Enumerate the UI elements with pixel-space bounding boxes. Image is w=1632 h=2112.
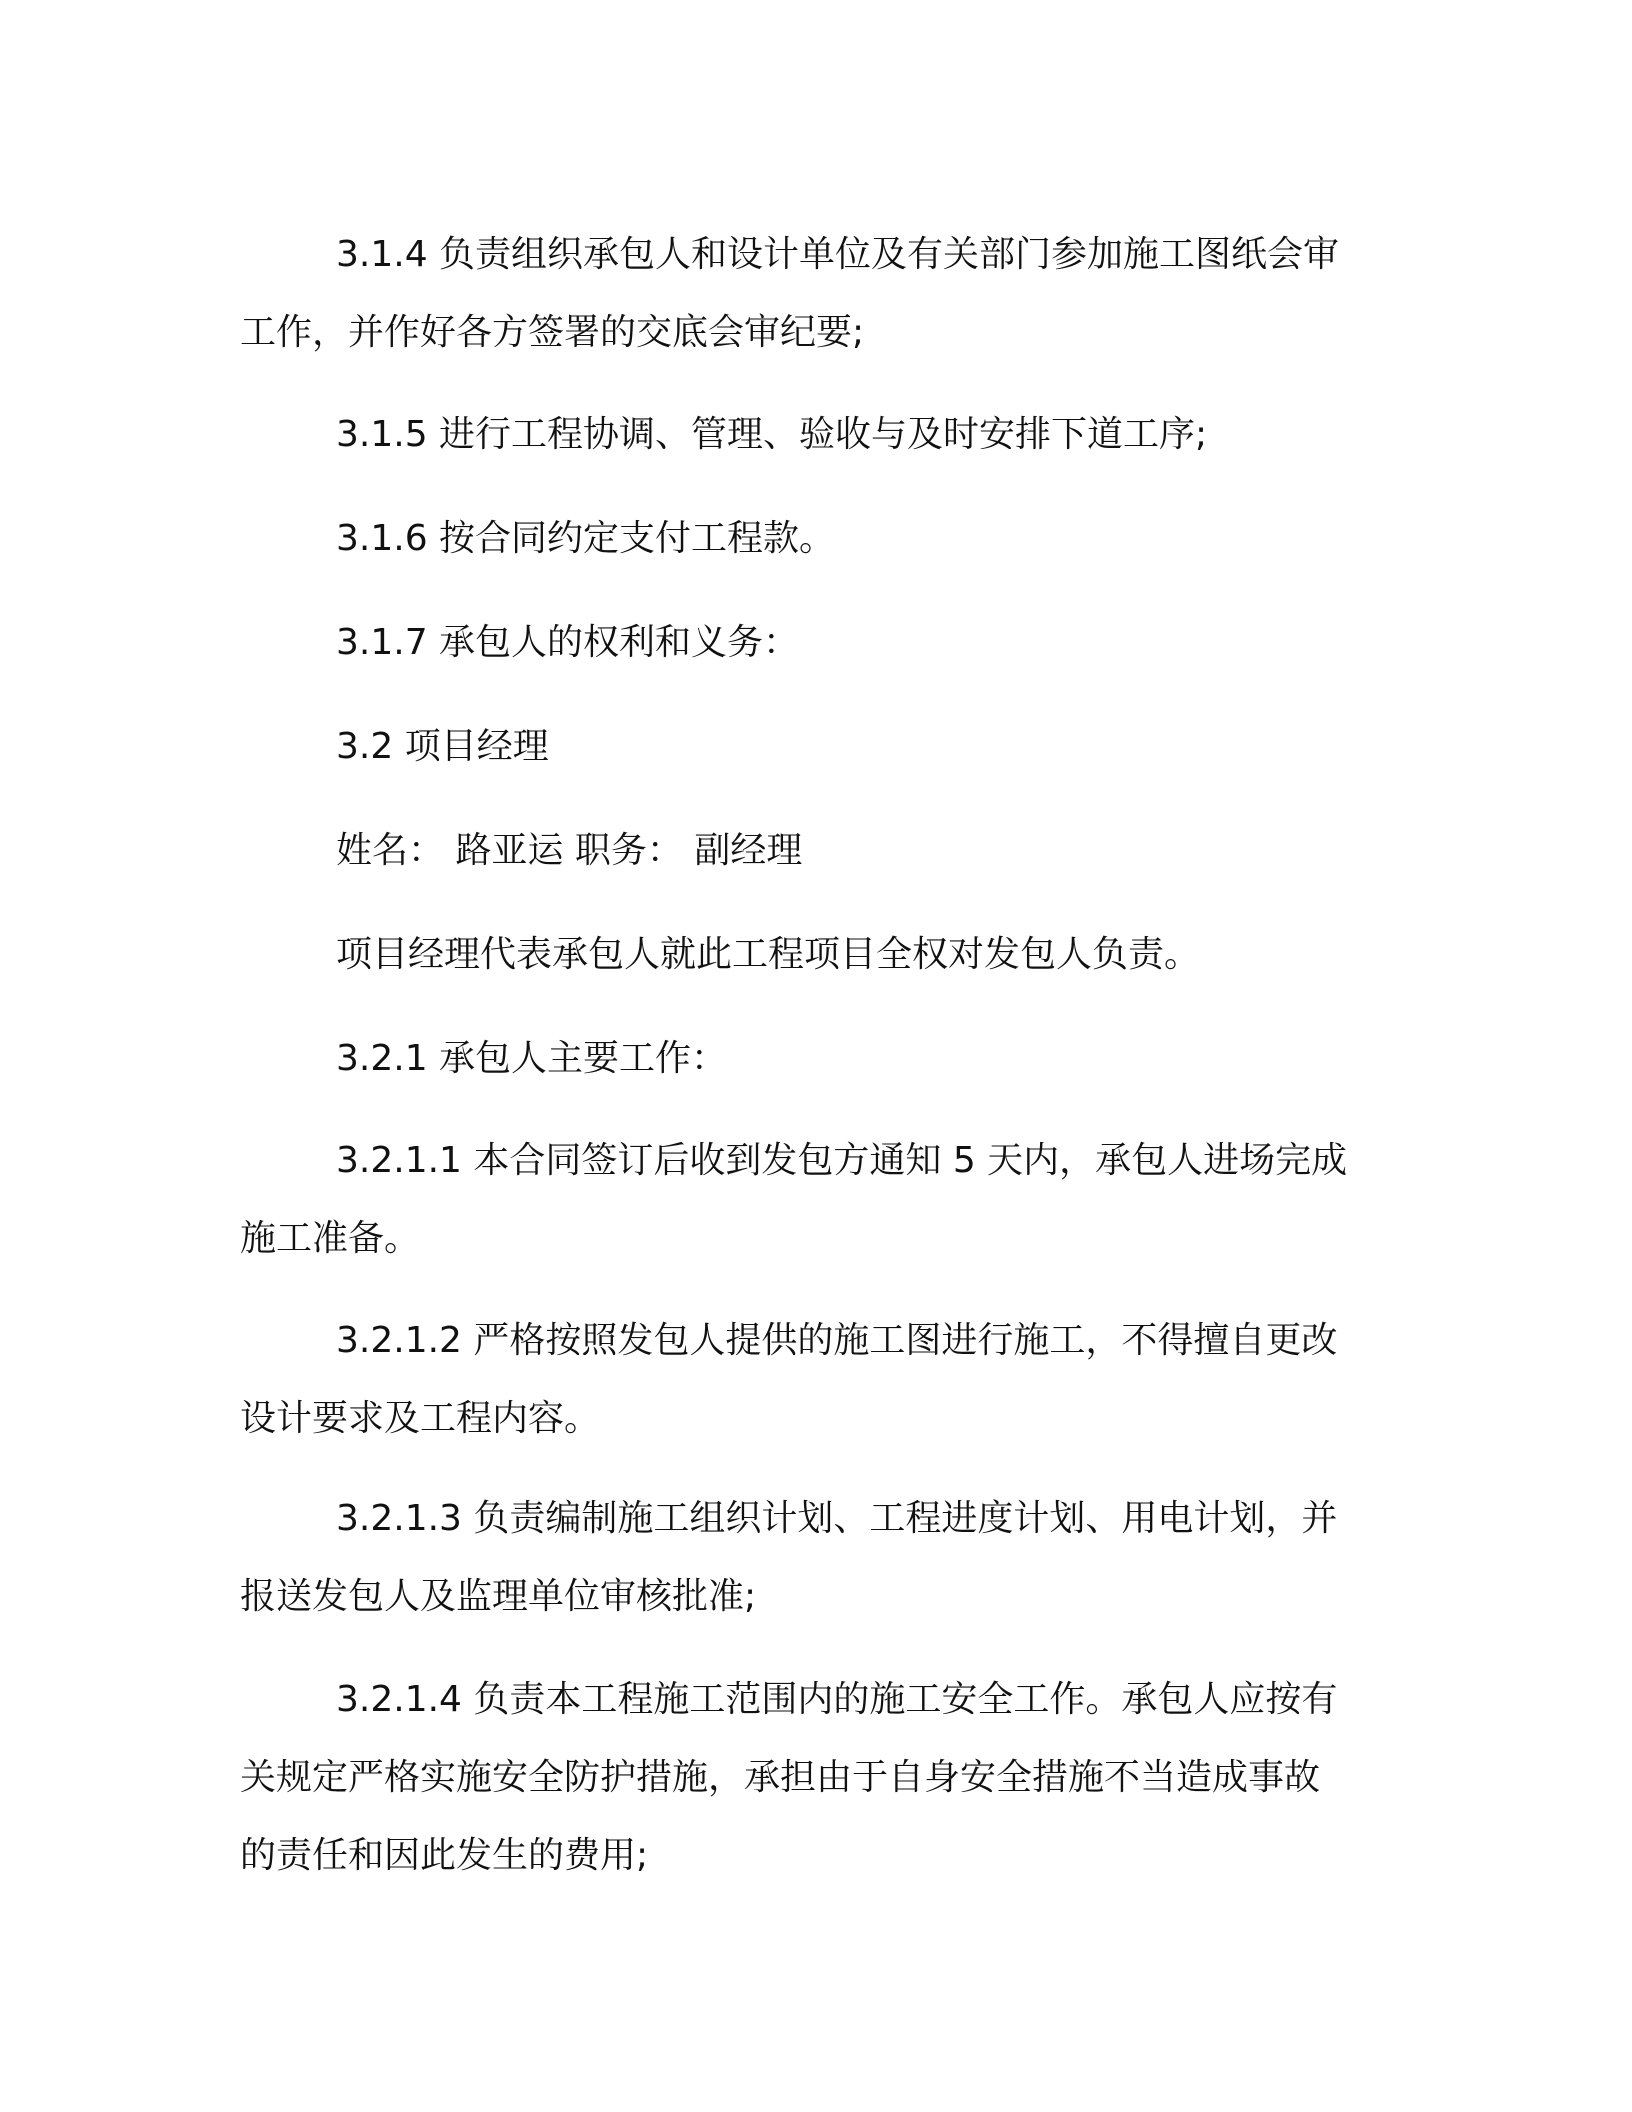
clause-3-1-4: 3.1.4 负责组织承包人和设计单位及有关部门参加施工图纸会审工作，并作好各方签署的交底会审纪要;	[240, 234, 1340, 353]
clause-3-2-1-2: 3.2.1.2 严格按照发包人提供的施工图进行施工，不得擅自更改设计要求及工程内容。	[240, 1320, 1338, 1439]
section-3-2-heading: 3.2 项目经理	[336, 726, 549, 767]
clause-3-1-6: 3.1.6 按合同约定支付工程款。	[336, 518, 836, 559]
clause-3-2-1: 3.2.1 承包人主要工作：	[336, 1038, 728, 1079]
clause-3-2-1-1: 3.2.1.1 本合同签订后收到发包方通知 5 天内，承包人进场完成施工准备。	[240, 1140, 1348, 1259]
manager-statement: 项目经理代表承包人就此工程项目全权对发包人负责。	[336, 934, 1201, 975]
clause-3-2-1-4: 3.2.1.4 负责本工程施工范围内的施工安全工作。承包人应按有关规定严格实施安全防护措施，承担由于自身安全措施不当造成事故的责任和因此发生的费用;	[240, 1679, 1338, 1876]
manager-name-title: 姓名： 路亚运 职务： 副经理	[336, 830, 803, 871]
clause-3-1-7: 3.1.7 承包人的权利和义务：	[336, 622, 800, 663]
clause-3-2-1-3: 3.2.1.3 负责编制施工组织计划、工程进度计划、用电计划，并报送发包人及监理单位审核批准;	[240, 1498, 1338, 1617]
clause-3-1-5: 3.1.5 进行工程协调、管理、验收与及时安排下道工序;	[336, 414, 1208, 455]
